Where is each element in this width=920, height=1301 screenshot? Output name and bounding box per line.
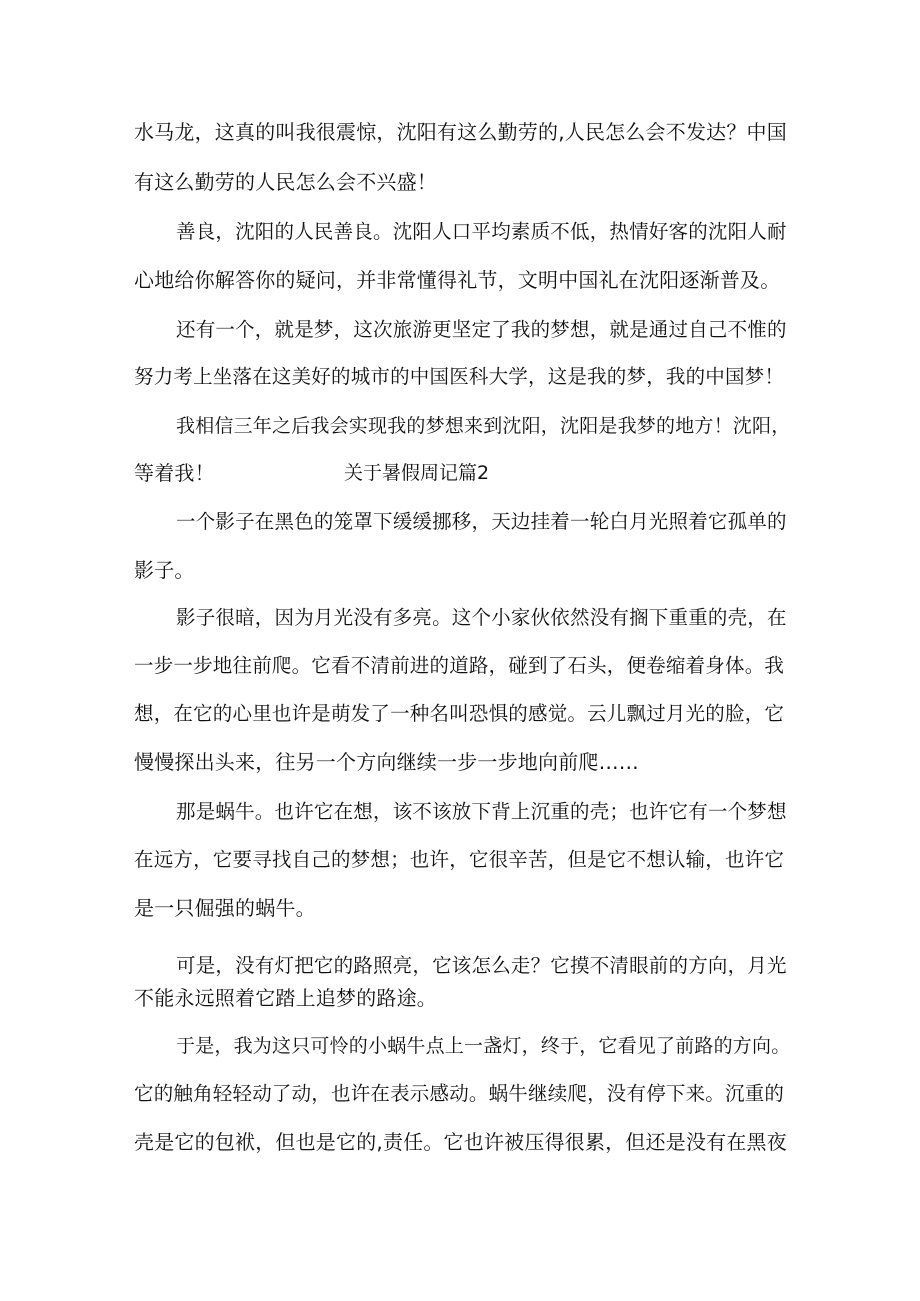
paragraph-line: 在远方，它要寻找自己的梦想；也许，它很辛苦，但是它不想认输，也许它	[134, 848, 785, 871]
paragraph-line: 还有一个，就是梦，这次旅游更坚定了我的梦想，就是通过自己不惟的	[176, 318, 787, 341]
paragraph-line: 慢慢探出头来，往另一个方向继续一步一步地向前爬……	[134, 750, 639, 774]
paragraph-line: 可是，没有灯把它的路照亮，它该怎么走？它摸不清眼前的方向，月光	[176, 954, 787, 977]
paragraph-line: 想，在它的心里也许是萌发了一种名叫恐惧的感觉。云儿飘过月光的脸，它	[134, 702, 785, 725]
paragraph-line: 等着我！	[134, 461, 215, 485]
section-heading: 关于暑假周记篇2	[344, 462, 490, 484]
paragraph-line: 心地给你解答你的疑问，并非常懂得礼节，文明中国礼在沈阳逐渐普及。	[134, 268, 781, 292]
paragraph-line: 它的触角轻轻动了动，也许在表示感动。蜗牛继续爬，没有停下来。沉重的	[134, 1082, 785, 1105]
paragraph-line: 水马龙，这真的叫我很震惊，沈阳有这么勤劳的,人民怎么会不发达？中国	[134, 120, 787, 144]
paragraph-line: 有这么勤劳的人民怎么会不兴盛！	[134, 170, 437, 194]
paragraph-line: 那是蜗牛。也许它在想，该不该放下背上沉重的壳；也许它有一个梦想	[176, 800, 787, 823]
paragraph-line: 不能永远照着它踏上追梦的路途。	[134, 986, 437, 1010]
paragraph-line: 我相信三年之后我会实现我的梦想来到沈阳，沈阳是我梦的地方！沈阳，	[176, 415, 791, 437]
paragraph-line: 努力考上坐落在这美好的城市的中国医科大学，这是我的梦，我的中国梦！	[134, 365, 785, 388]
paragraph-line: 是一只倔强的蜗牛。	[134, 896, 316, 920]
paragraph-line: 于是，我为这只可怜的小蜗牛点上一盏灯，终于，它看见了前路的方向。	[176, 1035, 791, 1057]
paragraph-line: 壳是它的包袱，但也是它的,责任。它也许被压得很累，但还是没有在黑夜	[134, 1130, 787, 1154]
paragraph-line: 影子很暗，因为月光没有多亮。这个小家伙依然没有搁下重重的壳，在	[176, 606, 787, 629]
paragraph-line: 善良，沈阳的人民善良。沈阳人口平均素质不低，热情好客的沈阳人耐	[176, 220, 787, 243]
paragraph-line: 一个影子在黑色的笼罩下缓缓挪移，天边挂着一轮白月光照着它孤单的	[176, 510, 787, 533]
paragraph-line: 影子。	[134, 558, 195, 582]
paragraph-line: 一步一步地往前爬。它看不清前进的道路，碰到了石头，便卷缩着身体。我	[134, 654, 785, 677]
